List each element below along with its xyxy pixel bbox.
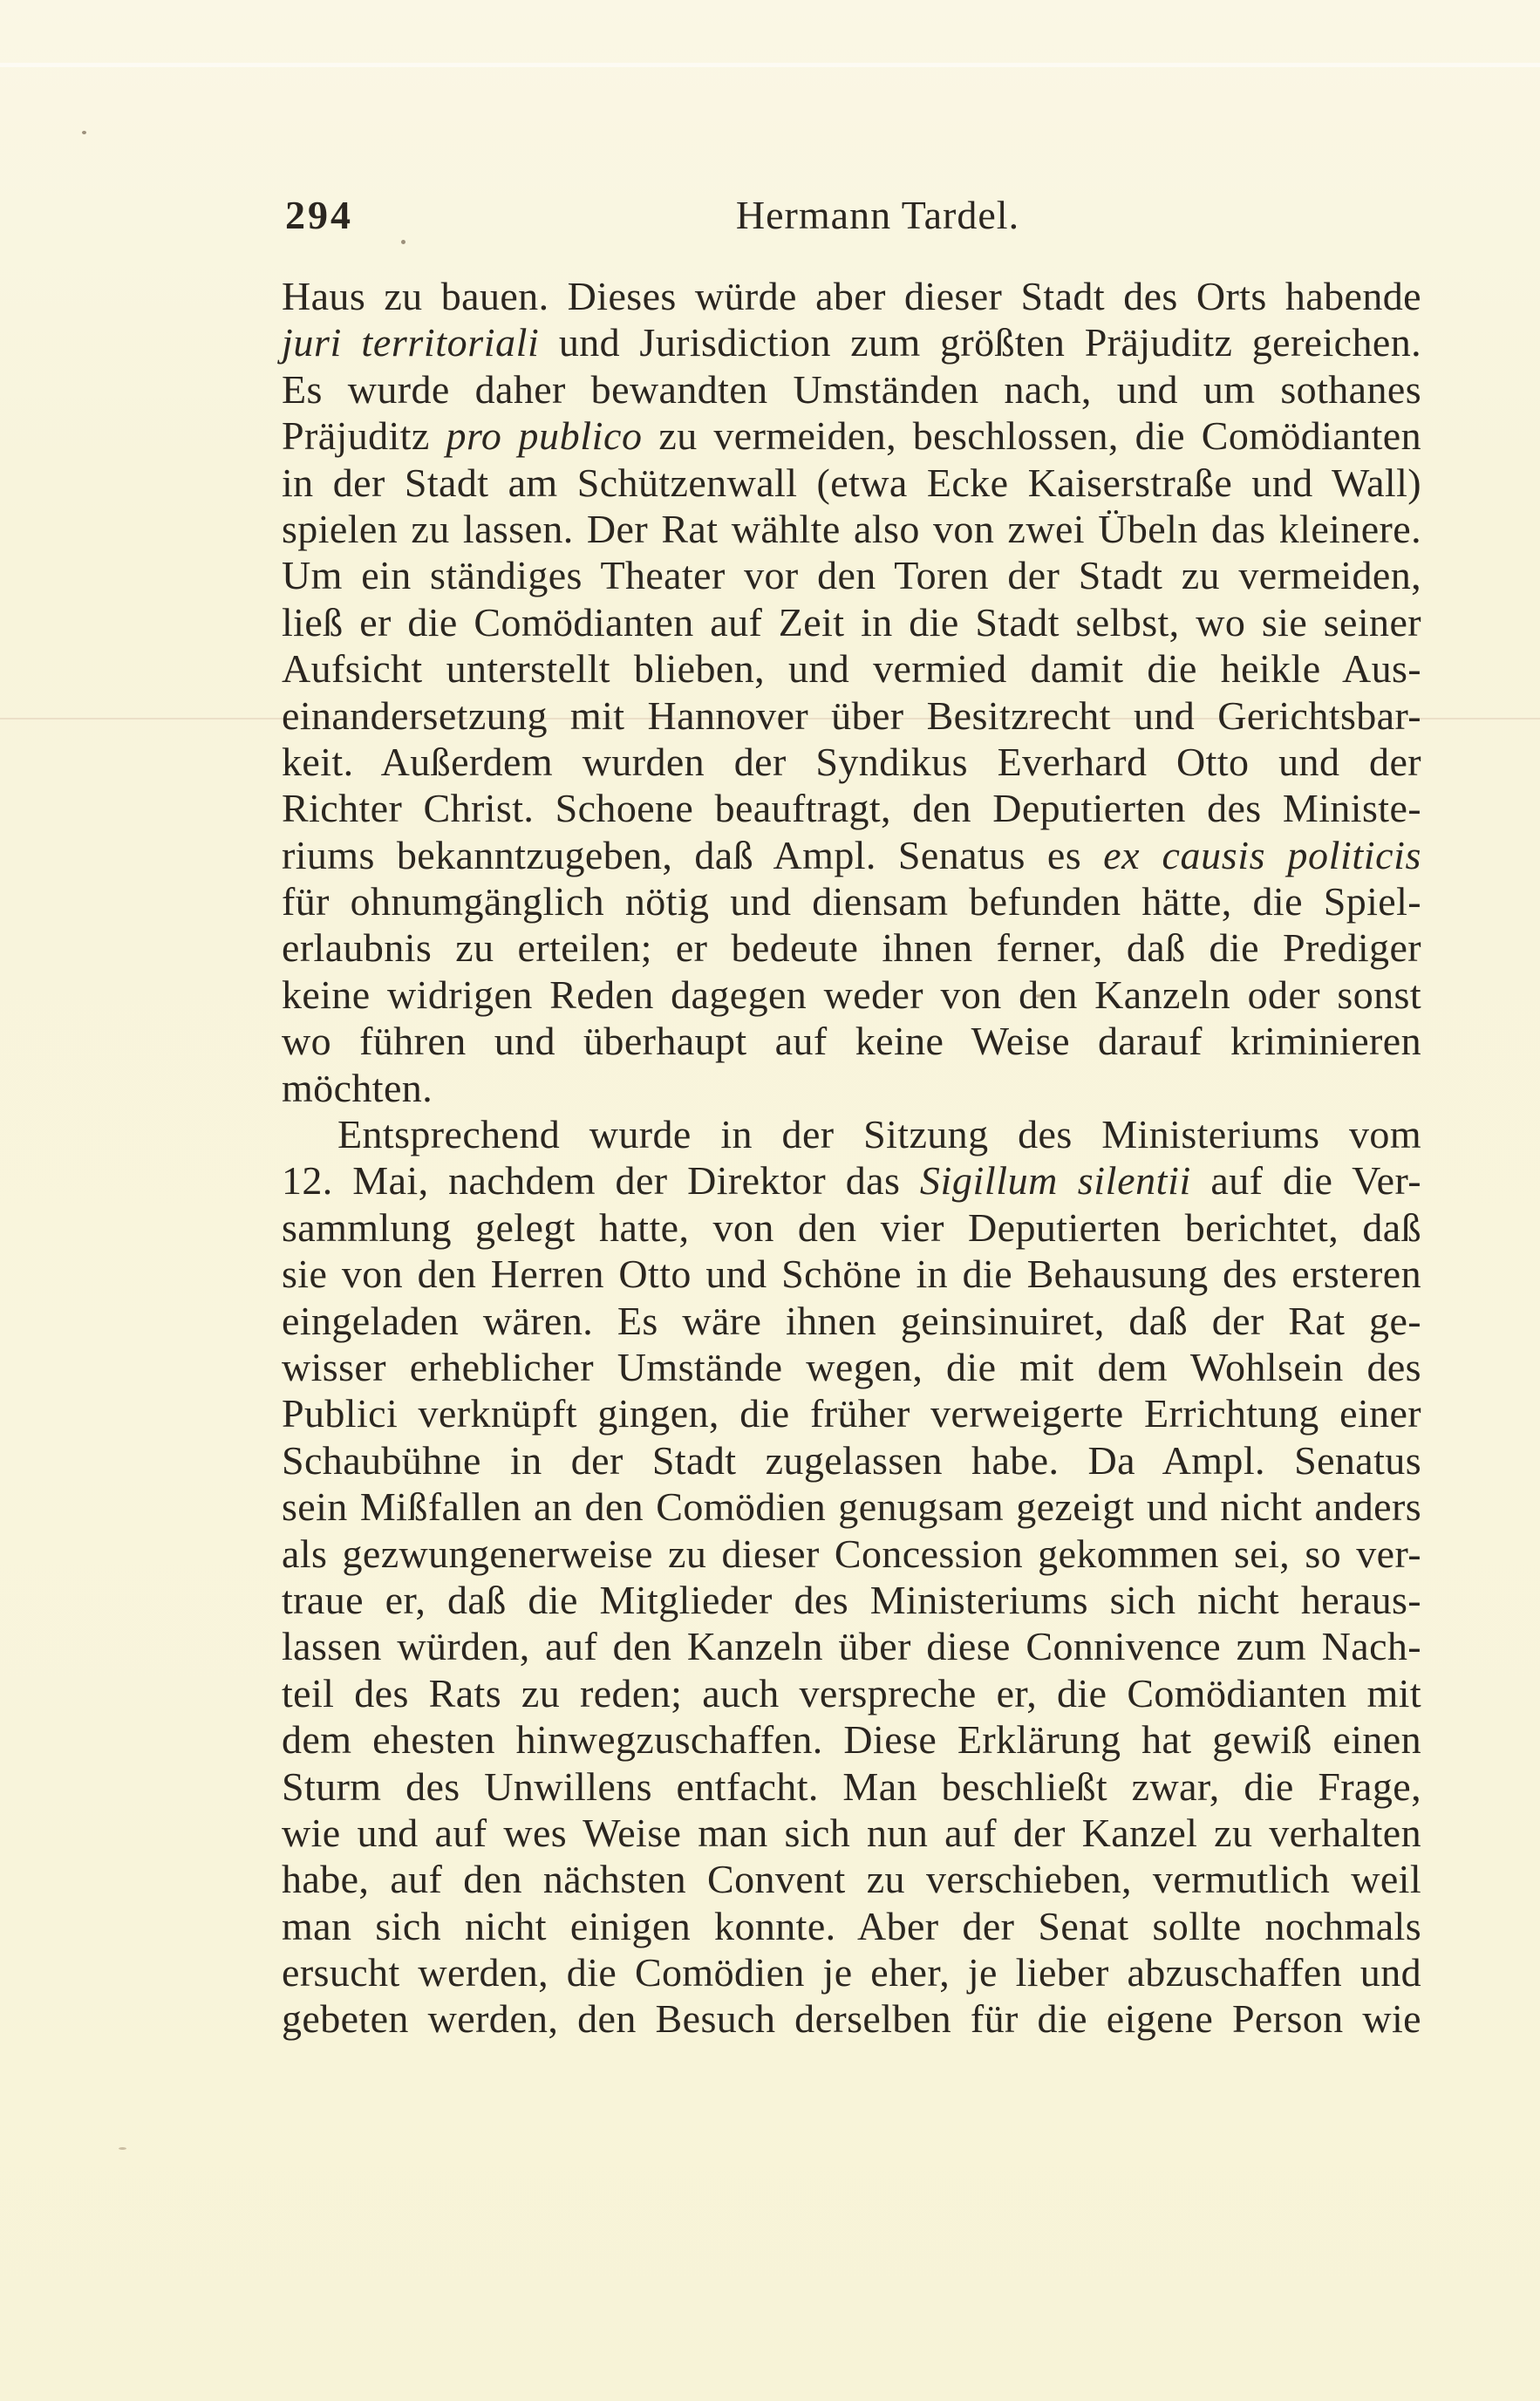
text-line: einandersetzung mit Hannover über Besitzrecht und Gerichtsbar- bbox=[282, 692, 1421, 738]
text-line: keit. Außerdem wurden der Syndikus Everhard Otto und der bbox=[282, 739, 1421, 784]
text-line: Publici verknüpft gingen, die früher verweigerte Errichtung einer bbox=[282, 1391, 1421, 1436]
text-line: Schaubühne in der Stadt zugelassen habe. Da Ampl. Senatus bbox=[282, 1437, 1421, 1483]
text-line: man sich nicht einigen konnte. Aber der Senat sollte nochmals bbox=[282, 1903, 1421, 1948]
text-line: erlaubnis zu erteilen; er bedeute ihnen ferner, daß die Prediger bbox=[282, 925, 1421, 971]
text-line: in der Stadt am Schützenwall (etwa Ecke Kaiserstraße und Wall) bbox=[282, 460, 1421, 505]
text-line: Entsprechend wurde in der Sitzung des Ministeriums vom bbox=[337, 1112, 1421, 1157]
text-line: wisser erheblicher Umstände wegen, die mit dem Wohlsein des bbox=[282, 1344, 1421, 1389]
page-number: 294 bbox=[285, 193, 353, 237]
text-line: Haus zu bauen. Dieses würde aber dieser Stadt des Orts habende bbox=[282, 274, 1421, 318]
text-line: sein Mißfallen an den Comödien genugsam gezeigt und nicht anders bbox=[282, 1484, 1421, 1530]
text-line: Um ein ständiges Theater vor den Toren der Stadt zu vermeiden, bbox=[282, 553, 1421, 598]
running-head bbox=[282, 191, 1421, 240]
paper-speck bbox=[82, 131, 86, 134]
text-line: Sturm des Unwillens entfacht. Man beschließt zwar, die Frage, bbox=[282, 1763, 1421, 1809]
text-line: keine widrigen Reden dagegen weder von den Kanzeln oder sonst bbox=[282, 972, 1421, 1017]
text-line: eingeladen wären. Es wäre ihnen geinsinuiret, daß der Rat ge- bbox=[282, 1298, 1421, 1343]
text-line: teil des Rats zu reden; auch verspreche er, die Comödianten mit bbox=[282, 1670, 1421, 1715]
text-line: Aufsicht unterstellt blieben, und vermied damit die heikle Aus- bbox=[282, 646, 1421, 692]
text-line: traue er, daß die Mitglieder des Ministeriums sich nicht heraus- bbox=[282, 1577, 1421, 1622]
running-title: Hermann Tardel. bbox=[735, 193, 1020, 237]
text-line: habe, auf den nächsten Convent zu verschieben, vermutlich weil bbox=[282, 1857, 1421, 1902]
text-line: für ohnumgänglich nötig und diensam befunden hätte, die Spiel- bbox=[282, 879, 1421, 924]
text-line: ließ er die Comödianten auf Zeit in die Stadt selbst, wo sie seiner bbox=[282, 599, 1421, 645]
paper-speck bbox=[401, 240, 405, 244]
text-line: 12. Mai, nachdem der Direktor das Sigillum silentii auf die Ver- bbox=[282, 1158, 1421, 1204]
text-line: gebeten werden, den Besuch derselben für die eigene Person wie bbox=[282, 1996, 1421, 2042]
text-line: spielen zu lassen. Der Rat wählte also von zwei Übeln das kleinere. bbox=[282, 506, 1421, 551]
text-line: Es wurde daher bewandten Umständen nach, und um sothanes bbox=[282, 366, 1421, 412]
text-line: riums bekanntzugeben, daß Ampl. Senatus es ex causis politicis bbox=[282, 832, 1421, 877]
body-text bbox=[282, 273, 1421, 2043]
text-line: wie und auf wes Weise man sich nun auf der Kanzel zu verhalten bbox=[282, 1810, 1421, 1855]
text-line: ersucht werden, die Comödien je eher, je lieber abzuschaffen und bbox=[282, 1950, 1421, 1995]
text-line: als gezwungenerweise zu dieser Concession gekommen sei, so ver- bbox=[282, 1531, 1421, 1576]
text-line: dem ehesten hinwegzuschaffen. Diese Erklärung hat gewiß einen bbox=[282, 1717, 1421, 1763]
text-line: Richter Christ. Schoene beauftragt, den Deputierten des Ministe- bbox=[282, 786, 1421, 831]
text-line: Präjuditz pro publico zu vermeiden, beschlossen, die Comödianten bbox=[282, 413, 1421, 459]
text-line: juri territoriali und Jurisdiction zum größten Präjuditz gereichen. bbox=[282, 320, 1422, 365]
text-line: sie von den Herren Otto und Schöne in die Behausung des ersteren bbox=[282, 1252, 1421, 1297]
text-line: wo führen und überhaupt auf keine Weise darauf kriminieren bbox=[282, 1019, 1421, 1064]
text-line: möchten. bbox=[282, 1065, 433, 1110]
scan-light-streak bbox=[0, 63, 1540, 67]
text-line: sammlung gelegt hatte, von den vier Deputierten berichtet, daß bbox=[282, 1204, 1421, 1250]
paper-speck bbox=[119, 2147, 126, 2150]
text-line: lassen würden, auf den Kanzeln über diese Connivence zum Nach- bbox=[282, 1624, 1421, 1669]
